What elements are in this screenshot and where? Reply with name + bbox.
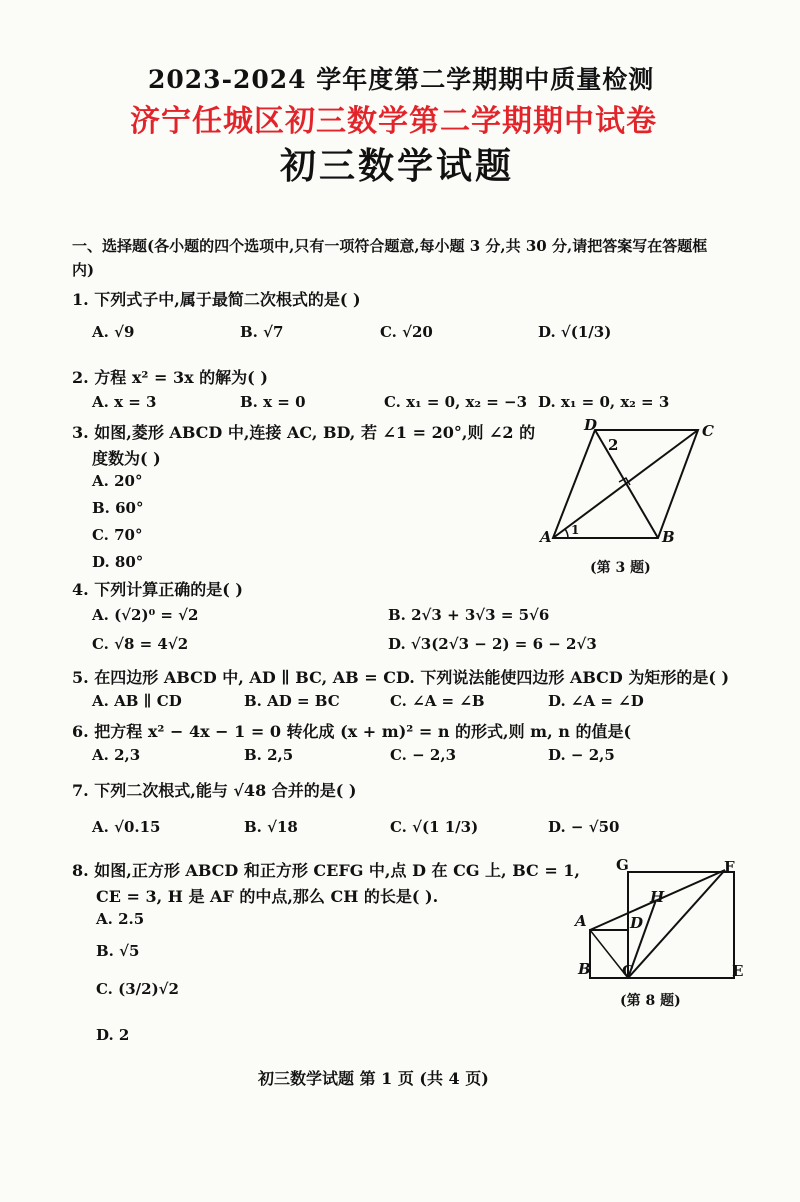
- label-b: B: [662, 528, 675, 546]
- question-8-option-a: A. 2.5: [96, 910, 145, 928]
- question-3-option-c: C. 70°: [92, 526, 143, 544]
- question-8-stem-line2: CE = 3, H 是 AF 的中点,那么 CH 的长是( ).: [96, 887, 439, 906]
- question-8-figure: [570, 856, 780, 981]
- question-7-option-b: B. √18: [244, 818, 298, 836]
- label-f: F: [724, 858, 735, 876]
- question-4-option-a: A. (√2)⁰ = √2: [92, 606, 199, 624]
- label-d: D: [584, 416, 598, 434]
- question-4-option-d: D. √3(2√3 − 2) = 6 − 2√3: [388, 635, 597, 653]
- angle-1-arc: [565, 529, 568, 538]
- label-a: A: [540, 528, 552, 546]
- question-3-option-a: A. 20°: [92, 472, 143, 490]
- section-instructions: 一、选择题(各小题的四个选项中,只有一项符合题意,每小题 3 分,共 30 分,请把答案写在答题框内): [72, 237, 708, 279]
- exam-title: 初三数学试题: [280, 145, 515, 187]
- question-3-stem-line2: 度数为( ): [92, 449, 161, 468]
- label-b-fig8: B: [578, 960, 591, 978]
- question-8-caption: (第 8 题): [620, 993, 681, 1009]
- question-1-option-a: A. √9: [92, 323, 135, 341]
- question-1-option-b: B. √7: [240, 323, 284, 341]
- diagonal-bd: [595, 430, 658, 538]
- question-1-option-c: C. √20: [380, 323, 433, 341]
- label-c-fig8: C: [622, 962, 634, 980]
- question-6-option-c: C. − 2,3: [390, 746, 457, 764]
- label-h: H: [650, 888, 665, 906]
- question-4-stem: 4. 下列计算正确的是( ): [72, 580, 243, 599]
- label-c: C: [702, 422, 714, 440]
- question-5-option-a: A. AB ∥ CD: [92, 692, 182, 710]
- page-footer: 初三数学试题 第 1 页 (共 4 页): [258, 1069, 489, 1088]
- question-7-option-c: C. √(1 1/3): [390, 818, 479, 836]
- question-6-stem: 6. 把方程 x² − 4x − 1 = 0 转化成 (x + m)² = n 的形式,则 m, n 的值是(: [72, 722, 632, 741]
- question-3-caption: (第 3 题): [590, 560, 651, 576]
- question-8-option-b: B. √5: [96, 942, 140, 960]
- question-8-option-d: D. 2: [96, 1026, 130, 1044]
- label-e: E: [732, 962, 744, 980]
- question-5-option-c: C. ∠A = ∠B: [390, 692, 485, 710]
- question-1-stem: 1. 下列式子中,属于最简二次根式的是( ): [72, 290, 361, 309]
- question-7-option-d: D. − √50: [548, 818, 620, 836]
- label-d-fig8: D: [630, 914, 644, 932]
- question-8-stem-line1: 8. 如图,正方形 ABCD 和正方形 CEFG 中,点 D 在 CG 上, BC = 1,: [72, 861, 580, 880]
- question-5-option-b: B. AD = BC: [244, 692, 340, 710]
- label-a-fig8: A: [575, 912, 587, 930]
- question-5-stem: 5. 在四边形 ABCD 中, AD ∥ BC, AB = CD. 下列说法能使四边形 ABCD 为矩形的是( ): [72, 668, 730, 687]
- exam-header-line1: 2023-2024 学年度第二学期期中质量检测: [148, 65, 655, 94]
- question-3-figure: [540, 418, 730, 558]
- question-4-option-b: B. 2√3 + 3√3 = 5√6: [388, 606, 550, 624]
- question-2-option-a: A. x = 3: [92, 393, 157, 411]
- question-1-option-d: D. √(1/3): [538, 323, 612, 341]
- question-8-option-c: C. (3/2)√2: [96, 980, 179, 998]
- label-angle-1: 1: [571, 523, 580, 537]
- question-6-option-b: B. 2,5: [244, 746, 294, 764]
- label-g: G: [616, 856, 629, 874]
- question-2-option-c: C. x₁ = 0, x₂ = −3: [384, 393, 528, 411]
- question-7-stem: 7. 下列二次根式,能与 √48 合并的是( ): [72, 781, 357, 800]
- question-3-stem-line1: 3. 如图,菱形 ABCD 中,连接 AC, BD, 若 ∠1 = 20°,则 ∠2 的: [72, 423, 536, 442]
- question-6-option-a: A. 2,3: [92, 746, 141, 764]
- question-6-option-d: D. − 2,5: [548, 746, 615, 764]
- exam-header-line2: 济宁任城区初三数学第二学期期中试卷: [130, 104, 657, 139]
- question-5-option-d: D. ∠A = ∠D: [548, 692, 644, 710]
- question-2-option-b: B. x = 0: [240, 393, 306, 411]
- question-7-option-a: A. √0.15: [92, 818, 161, 836]
- question-2-stem: 2. 方程 x² = 3x 的解为( ): [72, 368, 268, 387]
- question-4-option-c: C. √8 = 4√2: [92, 635, 189, 653]
- label-angle-2: 2: [608, 436, 619, 454]
- question-2-option-d: D. x₁ = 0, x₂ = 3: [538, 393, 670, 411]
- question-3-option-d: D. 80°: [92, 553, 144, 571]
- square-cefg: [628, 872, 734, 978]
- question-3-option-b: B. 60°: [92, 499, 144, 517]
